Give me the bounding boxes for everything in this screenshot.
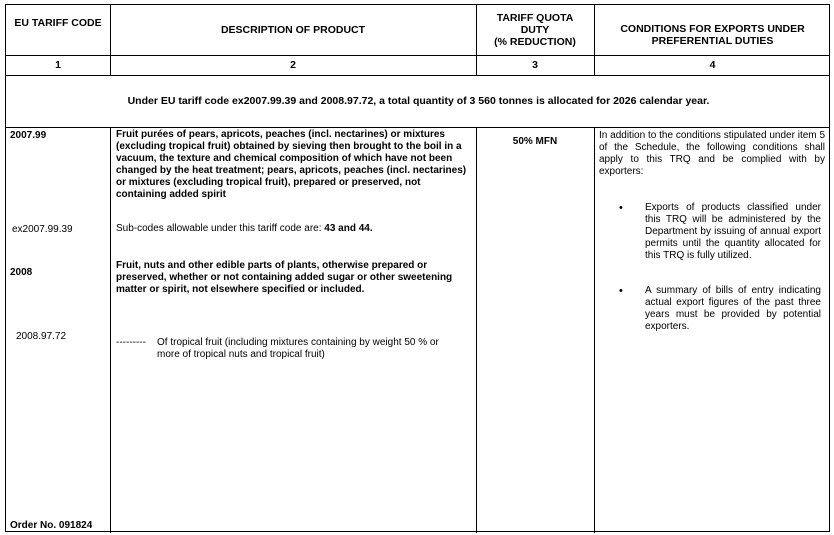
condition-bullet-text-1: Exports of products classified under this TRQ will be administered by the Department by issuing of annual export permits until the quantity allocated for this TRQ is fully utilized.: [645, 202, 821, 261]
description-subcodes: [116, 223, 472, 235]
order-number: Order No. 091824: [10, 520, 93, 531]
description-2008: Fruit, nuts and other edible parts of plants, otherwise prepared or preserved, whether or not containing added sugar or other sweetening matter or spirit, not elsewhere specified or included.: [116, 260, 453, 295]
condition-bullet-2: [599, 285, 827, 333]
header-duty-line1: TARIFF QUOTA: [496, 12, 574, 24]
column-number-1: 1: [55, 59, 61, 71]
bullet-icon: •: [619, 202, 623, 214]
tariff-table: [5, 4, 830, 532]
column-number-4: 4: [709, 59, 716, 71]
header-duty-line2: DUTY: [520, 24, 550, 36]
condition-bullet-text-2: A summary of bills of entry indicating actual export figures of the past three years must be provided by potential exporters.: [645, 285, 821, 332]
tariff-code-2007-99: 2007.99: [10, 130, 47, 141]
description-tropical-line1: Of tropical fruit (including mixtures containing by weight 50 % or: [157, 337, 439, 348]
quota-banner: Under EU tariff code ex2007.99.39 and 2008.97.72, a total quantity of 3 560 tonnes is allocated for 2026 calendar year.: [127, 95, 710, 107]
description-tropical-line2: more of tropical nuts and tropical fruit): [157, 349, 325, 360]
subcodes-prefix: Sub-codes allowable under this tariff code are:: [116, 223, 325, 234]
column-divider: [476, 127, 477, 533]
condition-bullet-1: [599, 202, 827, 262]
header-tariff-code: [6, 5, 110, 41]
column-divider: [110, 127, 111, 533]
description-tropical-dash: ---------: [116, 337, 146, 348]
bullet-icon: •: [619, 285, 623, 297]
header-conditions-line2: PREFERENTIAL DUTIES: [651, 35, 774, 47]
row-divider: [6, 55, 829, 56]
subcodes-values: 43 and 44.: [324, 223, 373, 234]
header-description-label: DESCRIPTION OF PRODUCT: [220, 24, 366, 36]
header-duty: [476, 5, 594, 55]
description-2007-99: Fruit purées of pears, apricots, peaches (incl. nectarines) or mixtures (excluding tropical fruit) obtained by sieving then brought to the boil in a vacuum, the texture and chemical composition of which have not been changed by the heat treatment; pears, apricots, peaches (incl. nectarines) or mixtures (excluding tropical fruit), prepared or preserved, not containing added spirit: [116, 129, 467, 200]
column-number-3: 3: [532, 59, 538, 71]
header-conditions-line1: CONDITIONS FOR EXPORTS UNDER: [620, 23, 805, 35]
duty-value: 50% MFN: [512, 136, 558, 147]
conditions-intro: In addition to the conditions stipulated under item 5 of the Schedule, the following conditions shall apply to this TRQ and be complied with by exporters:: [599, 130, 825, 177]
column-number-2: 2: [290, 59, 296, 71]
header-description: [110, 5, 476, 55]
tariff-code-ex2007-99-39: ex2007.99.39: [12, 224, 73, 235]
tariff-code-2008-97-72: 2008.97.72: [16, 331, 67, 342]
tariff-code-2008: 2008: [10, 267, 33, 278]
header-tariff-code-label: EU TARIFF CODE: [14, 17, 102, 29]
row-divider: [6, 127, 829, 128]
column-divider: [594, 127, 595, 533]
header-conditions: [594, 5, 831, 55]
header-duty-line3: (% REDUCTION): [494, 36, 576, 48]
row-divider: [6, 75, 829, 76]
